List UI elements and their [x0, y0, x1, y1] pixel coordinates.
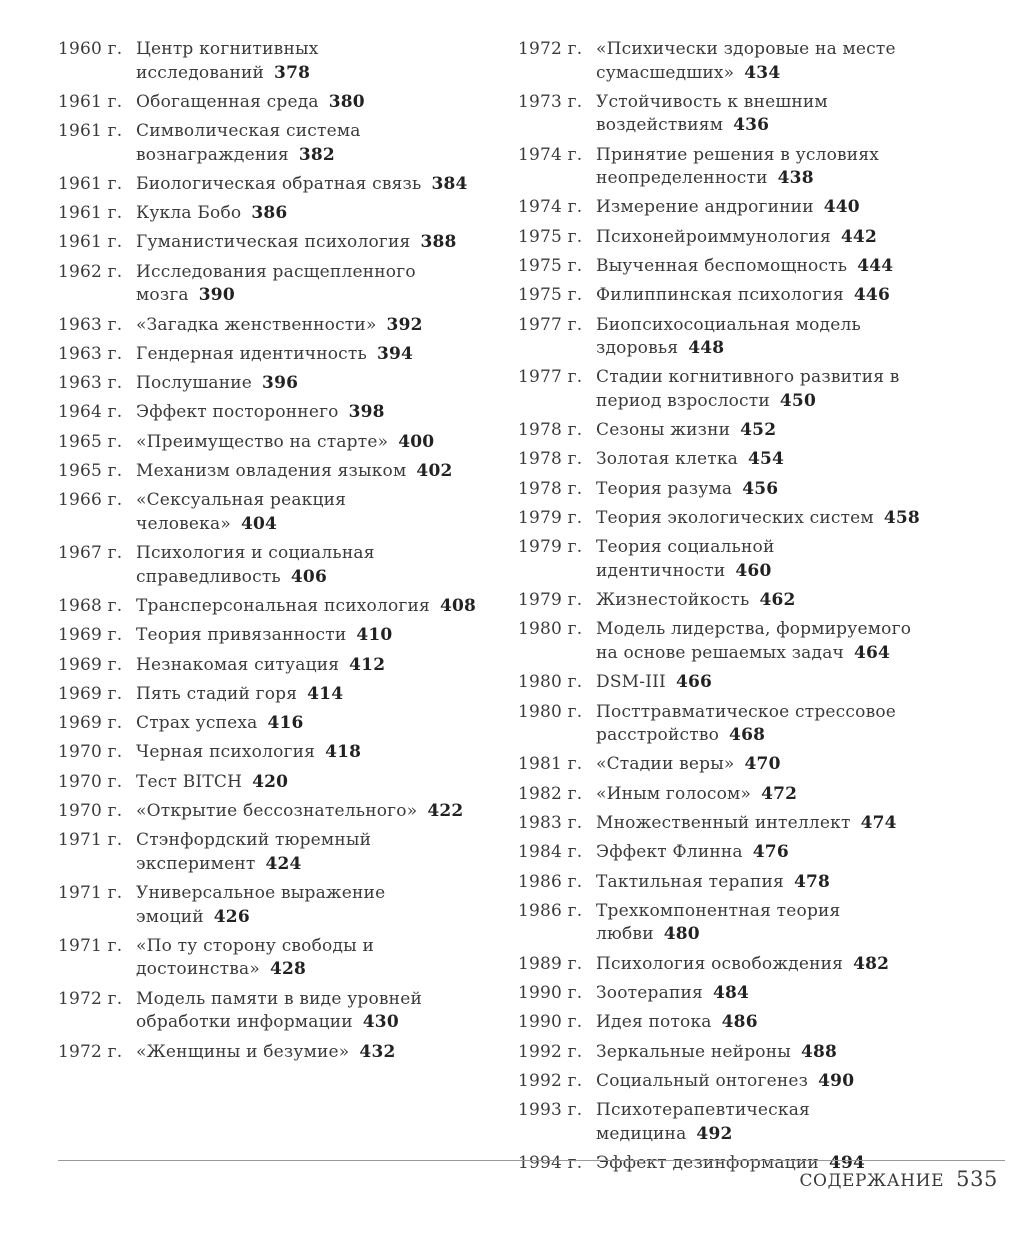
toc-entry [518, 448, 938, 472]
toc-entry-page: 418 [325, 742, 362, 763]
toc-entry [58, 401, 488, 425]
toc-entry [518, 536, 938, 583]
toc-entry [518, 953, 938, 977]
toc-entry-page: 424 [265, 853, 302, 874]
toc-entry-page: 408 [439, 595, 477, 616]
toc-entry-body [136, 314, 488, 338]
toc-entry-title: Теория разума [596, 478, 733, 499]
toc-entry-body [136, 683, 488, 707]
toc-entry-year: 1969 г. [58, 625, 123, 646]
toc-entry-body [136, 771, 488, 795]
toc-entry [518, 701, 938, 748]
toc-entry-year: 1992 г. [518, 1070, 583, 1091]
toc-entry-title: Обогащенная среда [136, 91, 319, 112]
toc-entry-title: Эффект Флинна [596, 842, 743, 863]
toc-entry-title: Жизнестойкость [596, 590, 750, 611]
toc-entry-year: 1975 г. [518, 285, 583, 306]
toc-entry-year: 1961 г. [58, 173, 123, 194]
toc-entry-year: 1974 г. [518, 144, 583, 165]
toc-entry [58, 935, 488, 982]
toc-entry-year: 1979 г. [518, 590, 583, 611]
toc-entry-title: Черная психология [136, 742, 316, 763]
toc-entry-body [596, 226, 938, 250]
toc-entry-body [136, 120, 488, 167]
toc-entry [58, 372, 488, 396]
toc-entry-title: Зоотерапия [596, 982, 703, 1003]
toc-entry-year: 1964 г. [58, 402, 123, 423]
toc-entry-year: 1971 г. [58, 883, 123, 904]
toc-entry-year: 1981 г. [518, 754, 583, 775]
toc-entry-year: 1961 г. [58, 121, 123, 142]
toc-entry-year: 1977 г. [518, 314, 583, 335]
toc-entry [58, 595, 488, 619]
toc-entry-body [596, 536, 938, 583]
toc-entry-body [596, 196, 938, 220]
toc-entry-year: 1990 г. [518, 1012, 583, 1033]
toc-entry-title: «Иным голосом» [596, 783, 752, 804]
toc-entry-page: 412 [349, 654, 386, 675]
toc-entry [58, 800, 488, 824]
toc-entry-page: 448 [688, 338, 725, 359]
toc-entry-title: Исследования расщепленного мозга [136, 261, 416, 306]
toc-entry [518, 812, 938, 836]
toc-entry-body [596, 982, 938, 1006]
toc-entry [518, 783, 938, 807]
toc-entry [518, 419, 938, 443]
toc-entry-page: 396 [262, 373, 299, 394]
toc-entry-title: «Сексуальная реакция человека» [136, 490, 347, 534]
toc-entry-body [136, 542, 488, 589]
page-footer [799, 1167, 998, 1191]
toc-entry-page: 462 [759, 590, 796, 611]
toc-entry-page: 476 [752, 842, 789, 863]
toc-entry-body [136, 800, 488, 824]
toc-entry-page: 436 [733, 115, 770, 136]
toc-entry [518, 284, 938, 308]
toc-entry-body [596, 701, 938, 748]
toc-entry-year: 1962 г. [58, 261, 123, 282]
toc-entry-title: Психология и социальная справедливость [136, 543, 375, 587]
toc-entry-title: Центр когнитивных исследований [136, 39, 319, 83]
toc-entry-body [596, 1011, 938, 1035]
toc-entry [58, 91, 488, 115]
toc-entry-page: 444 [857, 255, 894, 276]
toc-entry-year: 1993 г. [518, 1100, 583, 1121]
toc-entry-year: 1961 г. [58, 232, 123, 253]
toc-entry [58, 988, 488, 1035]
toc-entry-page: 492 [696, 1123, 733, 1144]
toc-entry [58, 771, 488, 795]
toc-right-column [518, 38, 938, 1181]
toc-entry-page: 406 [290, 566, 327, 587]
toc-entry [518, 1041, 938, 1065]
toc-entry-page: 488 [800, 1041, 838, 1062]
toc-entry-body [596, 38, 938, 85]
toc-entry-body [136, 38, 488, 85]
toc-entry-year: 1972 г. [58, 1041, 123, 1062]
toc-entry-body [136, 1041, 488, 1065]
toc-entry-page: 482 [853, 953, 890, 974]
toc-entry-title: Сезоны жизни [596, 420, 731, 441]
toc-entry-body [136, 343, 488, 367]
toc-entry-year: 1982 г. [518, 783, 583, 804]
toc-entry-title: Страх успеха [136, 713, 258, 734]
toc-entry-page: 402 [416, 461, 453, 482]
toc-entry-body [136, 401, 488, 425]
toc-entry-page: 420 [252, 771, 289, 792]
toc-entry-page: 464 [853, 642, 891, 663]
toc-entry [518, 38, 938, 85]
toc-entry-year: 1992 г. [518, 1041, 583, 1062]
toc-entry-body [596, 255, 938, 279]
toc-entry [58, 741, 488, 765]
toc-entry-title: «Открытие бессознательного» [136, 801, 418, 822]
toc-entry-title: Психология освобождения [596, 953, 844, 974]
toc-entry-year: 1984 г. [518, 842, 583, 863]
toc-entry-title: Гендерная идентичность [136, 343, 367, 364]
toc-entry [518, 366, 938, 413]
toc-entry [518, 226, 938, 250]
toc-entry-body [136, 231, 488, 255]
toc-entry-title: Эффект дезинформации [596, 1152, 819, 1173]
toc-entry-page: 470 [744, 754, 781, 775]
toc-entry-body [596, 1041, 938, 1065]
toc-entry [58, 314, 488, 338]
toc-entry-year: 1971 г. [58, 935, 123, 956]
toc-entry [58, 489, 488, 536]
toc-entry-title: Принятие решения в условиях неопределенности [596, 144, 880, 189]
toc-entry [518, 671, 938, 695]
toc-entry-title: Послушание [136, 373, 253, 394]
toc-entry-title: Множественный интеллект [596, 812, 851, 833]
toc-entry-body [136, 741, 488, 765]
toc-entry-year: 1979 г. [518, 537, 583, 558]
toc-entry-body [136, 489, 488, 536]
toc-entry-page: 468 [729, 725, 766, 746]
toc-entry-title: Теория экологических систем [596, 508, 874, 529]
toc-entry-body [596, 1099, 938, 1146]
toc-entry [518, 144, 938, 191]
toc-entry-body [596, 589, 938, 613]
toc-entry-title: DSM-III [596, 672, 666, 693]
toc-entry-page: 486 [721, 1012, 758, 1033]
toc-entry-year: 1980 г. [518, 701, 583, 722]
toc-entry-year: 1967 г. [58, 543, 123, 564]
toc-entry-year: 1969 г. [58, 654, 123, 675]
toc-entry-body [136, 882, 488, 929]
toc-entry-page: 378 [274, 62, 311, 83]
toc-entry-page: 434 [744, 62, 781, 83]
toc-entry-title: Психотерапевтическая медицина [596, 1100, 810, 1144]
toc-entry-body [136, 460, 488, 484]
toc-entry-title: Тест BITCH [136, 771, 243, 792]
toc-entry-page: 446 [853, 285, 890, 306]
toc-entry-title: Теория социальной идентичности [596, 537, 775, 581]
toc-entry-year: 1970 г. [58, 742, 123, 763]
toc-entry-year: 1994 г. [518, 1152, 583, 1173]
toc-entry [518, 841, 938, 865]
toc-entry [518, 900, 938, 947]
toc-entry-title: Модель лидерства, формируемого на основе решаемых задач [596, 619, 912, 663]
toc-entry-body [596, 1070, 938, 1094]
toc-entry-body [136, 173, 488, 197]
toc-entry [518, 196, 938, 220]
toc-entry-year: 1965 г. [58, 461, 123, 482]
toc-entry-body [136, 624, 488, 648]
toc-entry-year: 1963 г. [58, 314, 123, 335]
toc-entry-year: 1978 г. [518, 420, 583, 441]
toc-entry-page: 390 [198, 285, 235, 306]
toc-entry-page: 392 [386, 314, 423, 335]
toc-entry-page: 478 [793, 871, 831, 892]
toc-entry-title: Кукла Бобо [136, 203, 242, 224]
toc-entry-year: 1975 г. [518, 255, 583, 276]
toc-entry-page: 432 [359, 1041, 396, 1062]
toc-entry-page: 398 [348, 402, 385, 423]
toc-entry-title: Биопсихосоциальная модель здоровья [596, 314, 861, 359]
toc-entry-year: 1969 г. [58, 713, 123, 734]
toc-entry-title: Трансперсональная психология [136, 595, 430, 616]
toc-entry-title: Филиппинская психология [596, 285, 844, 306]
toc-entry-body [596, 448, 938, 472]
toc-entry-title: Социальный онтогенез [596, 1070, 809, 1091]
toc-entry-page: 490 [818, 1070, 855, 1091]
toc-entry-year: 1961 г. [58, 91, 123, 112]
toc-entry-body [596, 478, 938, 502]
toc-entry-title: Теория привязанности [136, 625, 347, 646]
toc-entry-year: 1978 г. [518, 449, 583, 470]
toc-entry [58, 202, 488, 226]
toc-entry-body [596, 419, 938, 443]
toc-entry [58, 654, 488, 678]
toc-entry [58, 683, 488, 707]
toc-entry-title: Символическая система вознаграждения [136, 121, 361, 165]
toc-entry-body [596, 671, 938, 695]
toc-entry-body [596, 314, 938, 361]
toc-entry-body [596, 783, 938, 807]
toc-entry-body [136, 261, 488, 308]
toc-entry-body [596, 841, 938, 865]
toc-entry [58, 882, 488, 929]
toc-entry-year: 1971 г. [58, 830, 123, 851]
toc-entry [518, 753, 938, 777]
toc-entry-page: 430 [362, 1012, 399, 1033]
toc-entry [58, 120, 488, 167]
toc-entry-year: 1965 г. [58, 431, 123, 452]
toc-entry-body [136, 431, 488, 455]
toc-entry-page: 466 [675, 672, 713, 693]
toc-entry-title: Устойчивость к внешним воздействиям [596, 91, 828, 136]
toc-entry-page: 428 [269, 959, 307, 980]
toc-entry [58, 38, 488, 85]
toc-entry-body [596, 284, 938, 308]
toc-entry [58, 261, 488, 308]
toc-entry-year: 1960 г. [58, 39, 123, 59]
toc-entry-year: 1980 г. [518, 619, 583, 640]
toc-entry-title: «Стадии веры» [596, 754, 735, 775]
toc-entry-title: Измерение андрогинии [596, 197, 814, 218]
toc-entry-page: 426 [213, 906, 250, 927]
toc-entry-page: 384 [431, 173, 468, 194]
toc-entry [518, 1070, 938, 1094]
toc-entry-year: 1969 г. [58, 683, 123, 704]
toc-entry-page: 388 [420, 232, 457, 253]
toc-entry-body [136, 372, 488, 396]
toc-entry-title: Универсальное выражение эмоций [136, 883, 386, 927]
toc-entry-title: «По ту сторону свободы и достоинства» [136, 935, 375, 980]
toc-entry-year: 1963 г. [58, 343, 123, 364]
toc-entry [518, 91, 938, 138]
toc-entry-title: «Преимущество на старте» [136, 431, 389, 452]
toc-entry-body [136, 829, 488, 876]
toc-entry-year: 1973 г. [518, 91, 583, 112]
toc-entry-page: 416 [267, 713, 304, 734]
toc-entry-title: «Женщины и безумие» [136, 1041, 350, 1062]
toc-entry-page: 380 [328, 91, 365, 112]
toc-entry [518, 618, 938, 665]
toc-entry-title: Стадии когнитивного развития в период взрослости [596, 367, 900, 411]
toc-entry-body [136, 654, 488, 678]
toc-entry-year: 1961 г. [58, 203, 123, 224]
toc-entry-year: 1966 г. [58, 490, 123, 511]
toc-entry-title: Трехкомпонентная теория любви [596, 900, 841, 945]
toc-entry-body [596, 871, 938, 895]
toc-entry-title: Выученная беспомощность [596, 255, 848, 276]
toc-entry-title: «Загадка женственности» [136, 314, 377, 335]
toc-entry [58, 343, 488, 367]
toc-entry [58, 1041, 488, 1065]
toc-entry [518, 982, 938, 1006]
toc-entry-title: Биологическая обратная связь [136, 173, 422, 194]
toc-entry-year: 1975 г. [518, 226, 583, 247]
toc-entry-page: 422 [427, 801, 464, 822]
toc-entry-title: «Психически здоровые на месте сумасшедших» [596, 39, 896, 83]
toc-entry-year: 1968 г. [58, 595, 123, 616]
toc-entry-body [596, 366, 938, 413]
toc-entry-page: 458 [883, 508, 920, 529]
toc-entry-body [596, 618, 938, 665]
toc-entry-year: 1974 г. [518, 197, 583, 218]
toc-entry-title: Тактильная терапия [596, 871, 784, 892]
toc-entry-title: Идея потока [596, 1012, 712, 1033]
toc-entry-page: 460 [735, 560, 772, 581]
toc-entry-body [136, 712, 488, 736]
toc-entry-body [596, 812, 938, 836]
toc-entry-year: 1972 г. [518, 39, 583, 59]
toc-entry-page: 450 [779, 390, 816, 411]
toc-entry [518, 255, 938, 279]
toc-entry-body [596, 900, 938, 947]
toc-entry-year: 1986 г. [518, 900, 583, 921]
toc-entry-year: 1979 г. [518, 508, 583, 529]
toc-entry-title: Механизм овладения языком [136, 461, 407, 482]
toc-entry-year: 1990 г. [518, 982, 583, 1003]
toc-entry-body [596, 91, 938, 138]
toc-entry-page: 454 [747, 449, 785, 470]
toc-entry [518, 1099, 938, 1146]
toc-entry-title: Золотая клетка [596, 449, 738, 470]
footer-page-number: 535 [956, 1167, 998, 1191]
toc-entry-page: 410 [356, 625, 393, 646]
toc-entry-title: Стэнфордский тюремный эксперимент [136, 830, 372, 874]
toc-entry-page: 484 [712, 982, 750, 1003]
toc-entry [58, 431, 488, 455]
toc-entry-page: 442 [840, 226, 877, 247]
toc-entry [518, 589, 938, 613]
toc-entry [518, 478, 938, 502]
toc-entry-title: Гуманистическая психология [136, 232, 411, 253]
toc-entry-page: 394 [376, 343, 414, 364]
toc-entry-year: 1978 г. [518, 478, 583, 499]
toc-entry-body [136, 595, 488, 619]
toc-entry [58, 712, 488, 736]
toc-entry-page: 400 [398, 431, 435, 452]
toc-entry-body [596, 953, 938, 977]
toc-entry-page: 456 [742, 478, 779, 499]
toc-entry-page: 480 [663, 924, 700, 945]
toc-entry [518, 871, 938, 895]
toc-entry-page: 404 [240, 513, 278, 534]
toc-entry-page: 438 [777, 168, 814, 189]
toc-entry-body [136, 935, 488, 982]
toc-entry-body [136, 202, 488, 226]
toc-entry-year: 1970 г. [58, 801, 123, 822]
toc-entry-year: 1972 г. [58, 988, 123, 1009]
toc-entry-title: Психонейроиммунология [596, 226, 831, 247]
toc-entry-year: 1963 г. [58, 373, 123, 394]
toc-entry-body [596, 753, 938, 777]
toc-entry [58, 829, 488, 876]
toc-entry [58, 542, 488, 589]
footer-divider [58, 1160, 1005, 1161]
toc-entry-page: 382 [298, 144, 335, 165]
toc-entry-page: 472 [761, 783, 798, 804]
toc-entry-title: Зеркальные нейроны [596, 1041, 791, 1062]
toc-entry-page: 440 [823, 197, 860, 218]
toc-entry-page: 474 [860, 812, 897, 833]
toc-entry-year: 1989 г. [518, 953, 583, 974]
toc-entry [518, 314, 938, 361]
toc-entry-year: 1980 г. [518, 672, 583, 693]
toc-entry [58, 460, 488, 484]
toc-entry-title: Модель памяти в виде уровней обработки информации [136, 988, 423, 1033]
toc-entry [58, 173, 488, 197]
toc-entry-title: Пять стадий горя [136, 683, 298, 704]
toc-entry-page: 386 [251, 203, 288, 224]
toc-entry-page: 452 [740, 420, 777, 441]
toc-entry-page: 414 [307, 683, 344, 704]
toc-entry-body [596, 144, 938, 191]
toc-entry-title: Посттравматическое стрессовое расстройство [596, 701, 897, 746]
toc-entry [518, 507, 938, 531]
toc-entry [518, 1011, 938, 1035]
toc-entry-year: 1970 г. [58, 771, 123, 792]
toc-entry [58, 624, 488, 648]
toc-entry-page: 494 [828, 1152, 866, 1173]
toc-entry-body [136, 91, 488, 115]
toc-left-column [58, 38, 488, 1070]
toc-entry-year: 1983 г. [518, 812, 583, 833]
footer-section-title: СОДЕРЖАНИЕ [799, 1171, 945, 1191]
toc-entry-title: Эффект постороннего [136, 402, 339, 423]
toc-entry-body [596, 507, 938, 531]
toc-entry-body [136, 988, 488, 1035]
toc-entry-year: 1986 г. [518, 871, 583, 892]
toc-entry [58, 231, 488, 255]
toc-entry-year: 1977 г. [518, 367, 583, 388]
toc-entry-title: Незнакомая ситуация [136, 654, 340, 675]
